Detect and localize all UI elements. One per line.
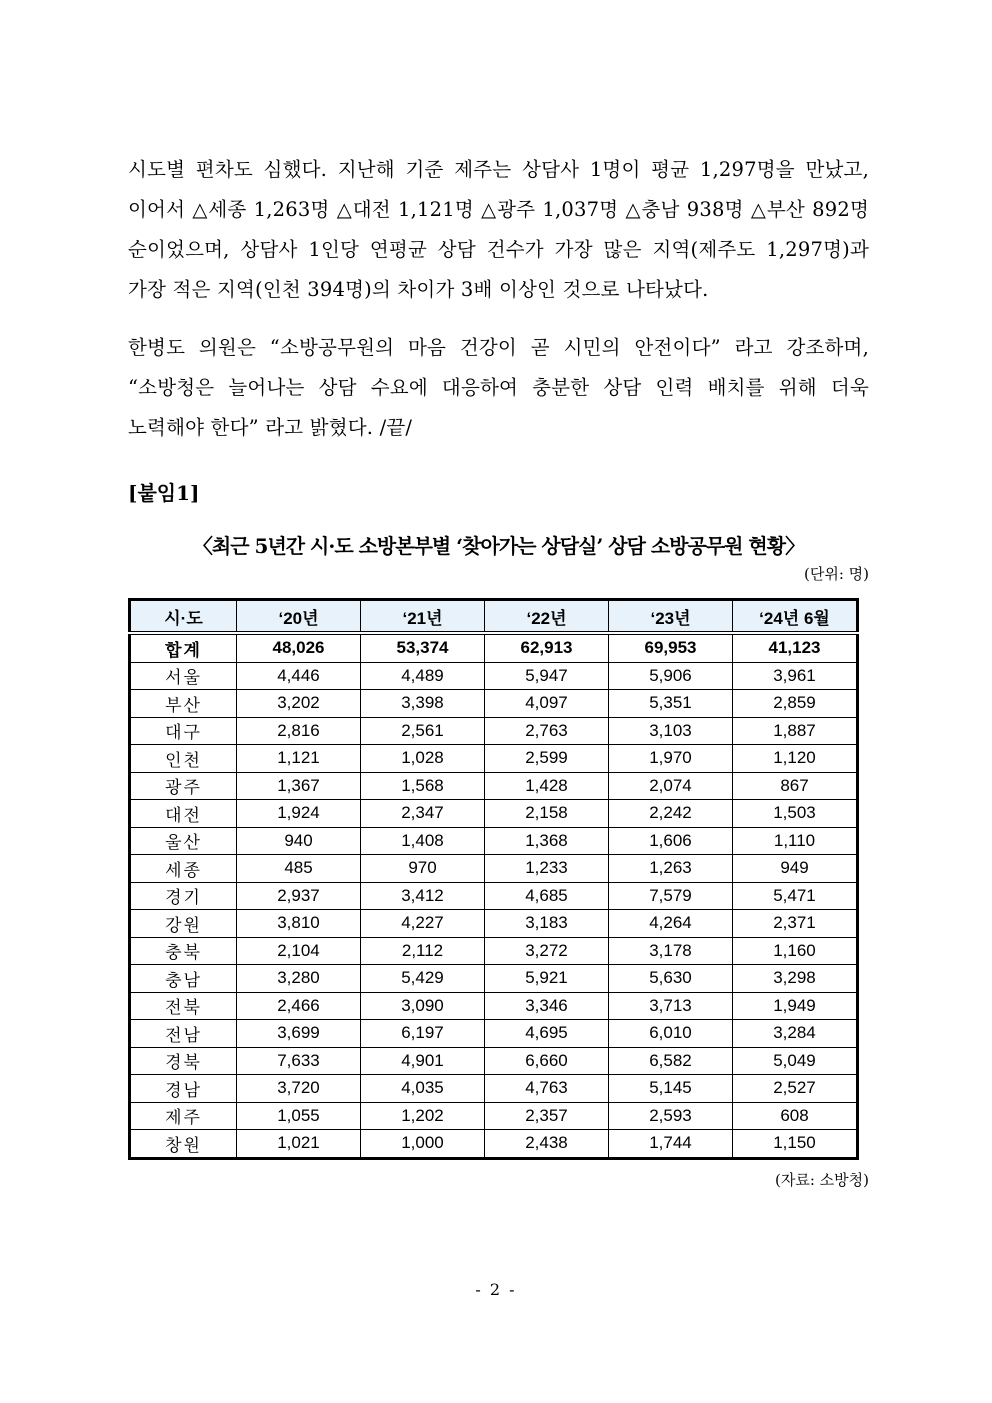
header-cell: ‘20년 (237, 600, 361, 634)
value-cell: 3,103 (609, 717, 733, 745)
region-cell: 부산 (130, 690, 237, 718)
header-cell: ‘24년 6월 (733, 600, 858, 634)
value-cell: 970 (361, 855, 485, 883)
value-cell: 2,357 (485, 1102, 609, 1130)
value-cell: 867 (733, 772, 858, 800)
value-cell: 5,906 (609, 662, 733, 690)
value-cell: 5,145 (609, 1075, 733, 1103)
total-label-cell: 합계 (130, 633, 237, 662)
region-cell: 경기 (130, 882, 237, 910)
value-cell: 949 (733, 855, 858, 883)
value-cell: 1,150 (733, 1130, 858, 1159)
value-cell: 1,367 (237, 772, 361, 800)
value-cell: 5,351 (609, 690, 733, 718)
value-cell: 2,763 (485, 717, 609, 745)
table-row (130, 717, 858, 745)
value-cell: 2,158 (485, 800, 609, 828)
table-row (130, 690, 858, 718)
table-row (130, 937, 858, 965)
value-cell: 1,606 (609, 827, 733, 855)
value-cell: 1,949 (733, 992, 858, 1020)
value-cell: 3,961 (733, 662, 858, 690)
value-cell: 3,284 (733, 1020, 858, 1048)
value-cell: 1,000 (361, 1130, 485, 1159)
paragraph-lawmaker-quote: 한병도 의원은 “소방공무원의 마음 건강이 곧 시민의 안전이다” 라고 강조하며, “소방청은 늘어나는 상담 수요에 대응하여 충분한 상담 인력 배치를 위해 더욱 노력해야 한다” 라고 밝혔다. /끝/ (128, 336, 869, 439)
value-cell: 940 (237, 827, 361, 855)
value-cell: 48,026 (237, 633, 361, 662)
region-cell: 경북 (130, 1047, 237, 1075)
value-cell: 6,010 (609, 1020, 733, 1048)
value-cell: 1,202 (361, 1102, 485, 1130)
table-row (130, 992, 858, 1020)
value-cell: 3,398 (361, 690, 485, 718)
value-cell: 4,264 (609, 910, 733, 938)
table-row (130, 1020, 858, 1048)
table-row (130, 910, 858, 938)
table-title: 〈최근 5년간 시·도 소방본부별 ‘찾아가는 상담실’ 상담 소방공무원 현황〉 (192, 534, 805, 558)
value-cell: 3,272 (485, 937, 609, 965)
value-cell: 5,947 (485, 662, 609, 690)
value-cell: 3,713 (609, 992, 733, 1020)
value-cell: 3,280 (237, 965, 361, 993)
table-row (130, 965, 858, 993)
page-number: - 2 - (475, 1280, 517, 1299)
total-row (130, 633, 858, 662)
value-cell: 6,582 (609, 1047, 733, 1075)
value-cell: 3,298 (733, 965, 858, 993)
value-cell: 5,921 (485, 965, 609, 993)
paragraph-regional-deviation: 시도별 편차도 심했다. 지난해 기준 제주는 상담사 1명이 평균 1,297명을 만났고, 이어서 △세종 1,263명 △대전 1,121명 △광주 1,037명 △충남 938명 △부산 892명 순이었으며, 상담사 1인당 연평균 상담 건수가 가장 많은 지역(제주도 1,297명)과 가장 적은 지역(인천 394명)의 차이가 3배 이상인 것으로 나타났다. (128, 158, 869, 301)
value-cell: 1,970 (609, 745, 733, 773)
header-cell: ‘23년 (609, 600, 733, 634)
value-cell: 4,901 (361, 1047, 485, 1075)
counsel-table (128, 598, 859, 1160)
region-cell: 충북 (130, 937, 237, 965)
counsel-table-body (130, 633, 858, 1158)
value-cell: 2,242 (609, 800, 733, 828)
value-cell: 1,021 (237, 1130, 361, 1159)
region-cell: 강원 (130, 910, 237, 938)
value-cell: 1,110 (733, 827, 858, 855)
value-cell: 2,466 (237, 992, 361, 1020)
value-cell: 4,446 (237, 662, 361, 690)
table-row (130, 662, 858, 690)
header-cell: 시·도 (130, 600, 237, 634)
header-cell: ‘21년 (361, 600, 485, 634)
value-cell: 7,633 (237, 1047, 361, 1075)
value-cell: 1,028 (361, 745, 485, 773)
value-cell: 3,810 (237, 910, 361, 938)
region-cell: 광주 (130, 772, 237, 800)
value-cell: 5,429 (361, 965, 485, 993)
region-cell: 서울 (130, 662, 237, 690)
value-cell: 4,685 (485, 882, 609, 910)
attachment-label: [붙임1] (128, 481, 200, 505)
counsel-table-header (130, 600, 858, 634)
value-cell: 1,503 (733, 800, 858, 828)
table-row (130, 882, 858, 910)
table-row (130, 1130, 858, 1159)
table-row (130, 1047, 858, 1075)
value-cell: 4,763 (485, 1075, 609, 1103)
region-cell: 대전 (130, 800, 237, 828)
value-cell: 485 (237, 855, 361, 883)
value-cell: 2,438 (485, 1130, 609, 1159)
value-cell: 2,371 (733, 910, 858, 938)
value-cell: 53,374 (361, 633, 485, 662)
region-cell: 인천 (130, 745, 237, 773)
value-cell: 3,720 (237, 1075, 361, 1103)
source-note: (자료: 소방청) (775, 1170, 869, 1189)
table-row (130, 855, 858, 883)
value-cell: 2,599 (485, 745, 609, 773)
value-cell: 4,695 (485, 1020, 609, 1048)
region-cell: 울산 (130, 827, 237, 855)
value-cell: 4,097 (485, 690, 609, 718)
table-row (130, 745, 858, 773)
value-cell: 1,368 (485, 827, 609, 855)
value-cell: 7,579 (609, 882, 733, 910)
value-cell: 1,924 (237, 800, 361, 828)
value-cell: 3,178 (609, 937, 733, 965)
value-cell: 1,568 (361, 772, 485, 800)
document-content (128, 0, 869, 1191)
value-cell: 3,183 (485, 910, 609, 938)
value-cell: 5,630 (609, 965, 733, 993)
value-cell: 2,074 (609, 772, 733, 800)
value-cell: 2,593 (609, 1102, 733, 1130)
value-cell: 608 (733, 1102, 858, 1130)
header-row (130, 600, 858, 634)
value-cell: 1,160 (733, 937, 858, 965)
value-cell: 4,035 (361, 1075, 485, 1103)
value-cell: 1,887 (733, 717, 858, 745)
value-cell: 1,263 (609, 855, 733, 883)
value-cell: 3,412 (361, 882, 485, 910)
table-row (130, 800, 858, 828)
table-row (130, 772, 858, 800)
value-cell: 1,408 (361, 827, 485, 855)
value-cell: 4,227 (361, 910, 485, 938)
value-cell: 5,049 (733, 1047, 858, 1075)
region-cell: 전남 (130, 1020, 237, 1048)
value-cell: 3,346 (485, 992, 609, 1020)
region-cell: 충남 (130, 965, 237, 993)
value-cell: 1,744 (609, 1130, 733, 1159)
value-cell: 1,055 (237, 1102, 361, 1130)
value-cell: 2,527 (733, 1075, 858, 1103)
value-cell: 3,202 (237, 690, 361, 718)
table-row (130, 1102, 858, 1130)
region-cell: 창원 (130, 1130, 237, 1159)
value-cell: 2,859 (733, 690, 858, 718)
value-cell: 2,561 (361, 717, 485, 745)
value-cell: 1,120 (733, 745, 858, 773)
unit-note: (단위: 명) (804, 565, 869, 583)
value-cell: 62,913 (485, 633, 609, 662)
header-cell: ‘22년 (485, 600, 609, 634)
value-cell: 1,428 (485, 772, 609, 800)
region-cell: 세종 (130, 855, 237, 883)
value-cell: 6,660 (485, 1047, 609, 1075)
value-cell: 6,197 (361, 1020, 485, 1048)
value-cell: 3,090 (361, 992, 485, 1020)
value-cell: 2,347 (361, 800, 485, 828)
value-cell: 2,816 (237, 717, 361, 745)
value-cell: 2,112 (361, 937, 485, 965)
value-cell: 2,104 (237, 937, 361, 965)
region-cell: 제주 (130, 1102, 237, 1130)
region-cell: 경남 (130, 1075, 237, 1103)
table-row (130, 827, 858, 855)
value-cell: 1,121 (237, 745, 361, 773)
value-cell: 2,937 (237, 882, 361, 910)
region-cell: 전북 (130, 992, 237, 1020)
value-cell: 5,471 (733, 882, 858, 910)
region-cell: 대구 (130, 717, 237, 745)
value-cell: 69,953 (609, 633, 733, 662)
table-row (130, 1075, 858, 1103)
value-cell: 41,123 (733, 633, 858, 662)
value-cell: 1,233 (485, 855, 609, 883)
value-cell: 4,489 (361, 662, 485, 690)
value-cell: 3,699 (237, 1020, 361, 1048)
